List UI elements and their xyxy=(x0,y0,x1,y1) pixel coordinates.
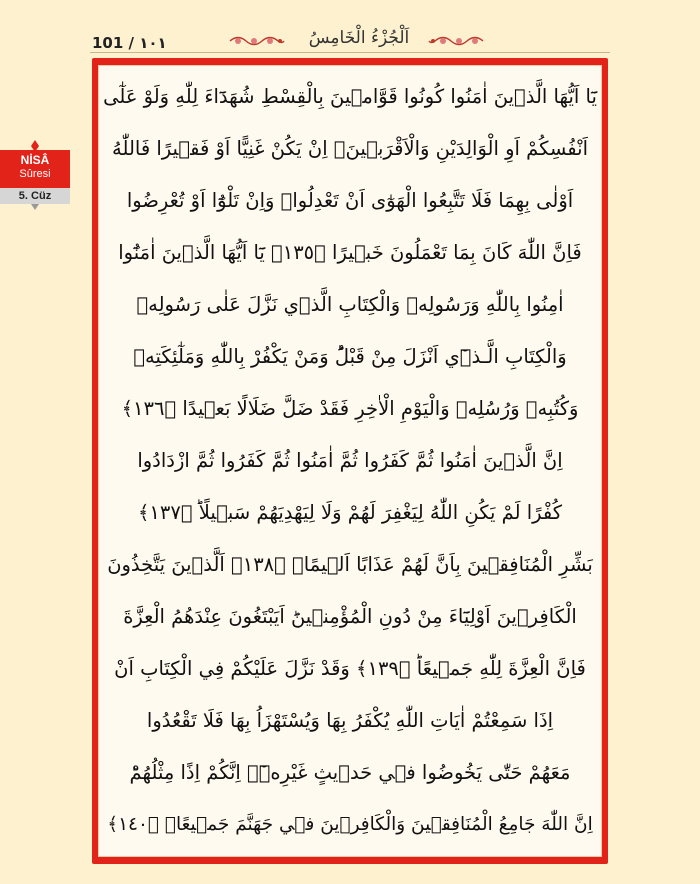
verse-line: كُفْرًا لَمْ يَكُنِ اللّٰهُ لِيَغْفِرَ لَهُمْ وَلَا لِيَهْدِيَهُمْ سَب۪يلًاؕ ﴿١٣٧﴾ xyxy=(137,500,563,524)
verse-line: اَنْفُسِكُمْ اَوِ الْوَالِدَيْنِ وَالْاَقْرَب۪ينَۚ اِنْ يَكُنْ غَنِيًّا اَوْ فَق۪يرًا فَاللّٰهُ xyxy=(112,136,588,160)
page-header xyxy=(0,0,700,58)
verse-lines xyxy=(102,70,598,850)
surah-name: NİSÂ xyxy=(20,153,50,167)
verse-line: وَالْكِتَابِ الَّـذ۪ٓي اَنْزَلَ مِنْ قَبْلُؕ وَمَنْ يَكْفُرْ بِاللّٰهِ وَمَلٰٓئِكَتِه۪ xyxy=(133,344,567,368)
verse-line: اِنَّ اللّٰهَ جَامِعُ الْمُنَافِق۪ينَ وَالْكَافِر۪ينَ ف۪ي جَهَنَّمَ جَم۪يعًاۙ ﴿١٤٠﴾ xyxy=(107,813,593,835)
left-floral-ornament-icon xyxy=(228,33,286,49)
surah-subtitle: Sûresi xyxy=(19,168,51,180)
verse-line: اِنَّ الَّذ۪ينَ اٰمَنُوا ثُمَّ كَفَرُوا ثُمَّ اٰمَنُوا ثُمَّ كَفَرُوا ثُمَّ ازْدَادُوا xyxy=(137,448,563,472)
right-floral-ornament-icon xyxy=(427,33,485,49)
verse-line: فَاِنَّ اللّٰهَ كَانَ بِمَا تَعْمَلُونَ خَب۪يرًا ﴿١٣٥﴾ يَٓا اَيُّهَا الَّذ۪ينَ اٰمَنُٓوا xyxy=(118,240,582,264)
surah-tab[interactable] xyxy=(0,140,70,204)
verse-line: الْكَافِر۪ينَ اَوْلِيَٓاءَ مِنْ دُونِ الْمُؤْمِن۪ينَؕ اَيَبْتَغُونَ عِنْدَهُمُ الْعِزَّةَ xyxy=(123,604,577,628)
verse-line: اَوْلٰى بِهِمَا فَلَا تَتَّبِعُوا الْهَوٰٓى اَنْ تَعْدِلُواۚ وَاِنْ تَلْوُٓا اَوْ تُعْرِضُوا xyxy=(126,188,574,212)
verse-line: بَشِّرِ الْمُنَافِق۪ينَ بِاَنَّ لَهُمْ عَذَابًا اَل۪يمًاۙ ﴿١٣٨﴾ اَلَّذ۪ينَ يَتَّخِذُونَ xyxy=(107,552,593,576)
verse-line: وَكُتُبِه۪ وَرُسُلِه۪ وَالْيَوْمِ الْاٰخِرِ فَقَدْ ضَلَّ ضَلَالًا بَع۪يدًا ﴿١٣٦﴾ xyxy=(121,396,579,420)
verse-line: اٰمِنُوا بِاللّٰهِ وَرَسُولِه۪ وَالْكِتَابِ الَّذ۪ي نَزَّلَ عَلٰى رَسُولِه۪ xyxy=(136,292,564,316)
verse-line: مَعَهُمْ حَتّٰى يَخُوضُوا ف۪ي حَد۪يثٍ غَيْرِه۪ٓۘ اِنَّكُمْ اِذًا مِثْلُهُمْؕ xyxy=(129,760,571,784)
surah-name-box xyxy=(0,150,70,188)
verse-line: فَاِنَّ الْعِزَّةَ لِلّٰهِ جَم۪يعًاؕ ﴿١٣٩﴾ وَقَدْ نَزَّلَ عَلَيْكُمْ فِي الْكِتَابِ اَنْ xyxy=(114,656,586,680)
verse-line: اِذَا سَمِعْتُمْ اٰيَاتِ اللّٰهِ يُكْفَرُ بِهَا وَيُسْتَهْزَاُ بِهَا فَلَا تَقْعُدُوا xyxy=(146,708,554,732)
juz-title: اَلْجُزْءُ الْخَامِسُ xyxy=(308,28,410,48)
juz-label: 5. Cüz xyxy=(0,188,70,204)
page-number: 101 / ١٠١ xyxy=(92,34,167,52)
tab-bottom-ornament-icon xyxy=(26,202,44,210)
verse-line: يَٓا اَيُّهَا الَّذ۪ينَ اٰمَنُوا كُونُوا قَوَّام۪ينَ بِالْقِسْطِ شُهَدَٓاءَ لِلّٰهِ وَلَوْ عَلٰٓى xyxy=(103,84,597,108)
header-rule xyxy=(90,52,610,53)
